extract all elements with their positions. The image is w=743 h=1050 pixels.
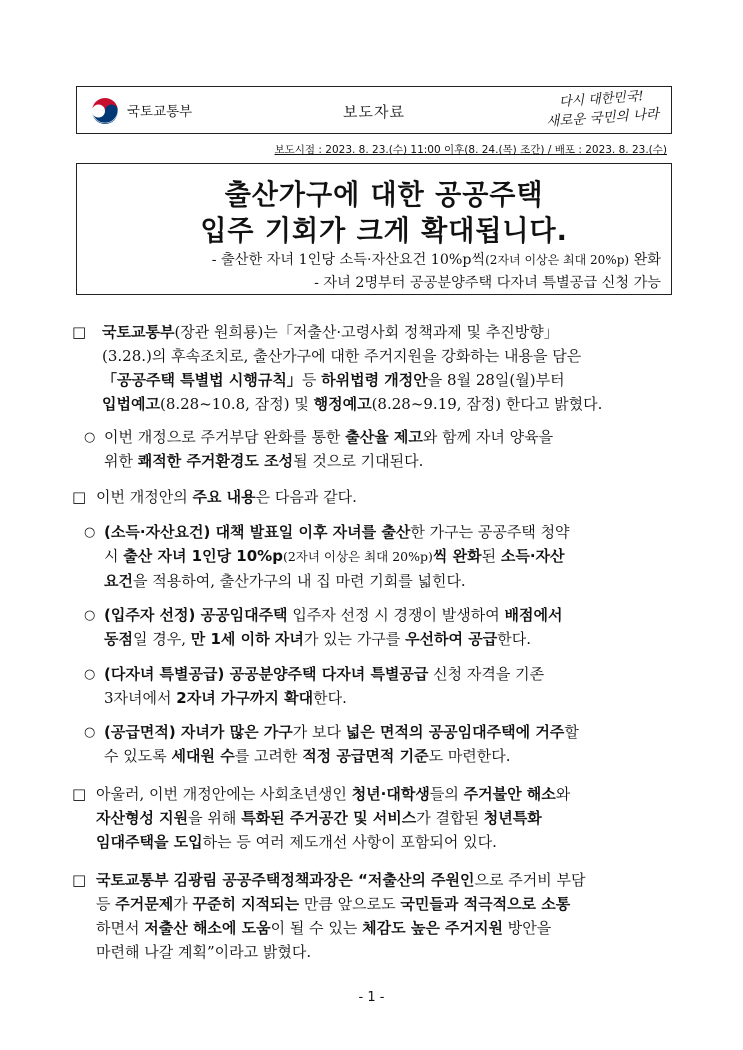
p1-line-3 bbox=[102, 368, 678, 392]
title-box bbox=[76, 163, 672, 295]
p6-l2-a: 3자녀에서 bbox=[104, 689, 177, 707]
item-multichild-special bbox=[84, 662, 678, 710]
p1-rule-name: 「공공주택 특별법 시행규칙」 bbox=[102, 371, 302, 389]
p1-l3-date: 을 8월 28일(월)부터 bbox=[427, 371, 565, 389]
p1-l4-period2: (8.28~9.19, 잠정) 한다고 밝혔다. bbox=[371, 395, 603, 413]
p5-tie: 동점 bbox=[104, 630, 133, 648]
p5-score: 배점에서 bbox=[504, 606, 563, 624]
p9-l3-e: 방안을 bbox=[503, 919, 552, 937]
p9-l2-e: 만큼 앞으로도 bbox=[299, 895, 401, 913]
p1-legislative-notice: 입법예고 bbox=[102, 395, 160, 413]
p4-l3-text: 을 적용하여, 출산가구의 내 집 마련 기회를 넓힌다. bbox=[132, 572, 466, 590]
circle-bullet: ○ bbox=[84, 608, 96, 623]
p1-line-4 bbox=[102, 392, 678, 416]
p9-pointed-out: 꾸준히 지적되는 bbox=[192, 895, 300, 913]
p3-end: 은 다음과 같다. bbox=[255, 488, 357, 506]
p2-line-2 bbox=[104, 449, 678, 473]
p4-heading: (소득·자산요건) 대책 발표일 이후 자녀를 출산 bbox=[104, 523, 411, 541]
p7-household: 세대원 수 bbox=[171, 747, 235, 765]
p7-l1-b: 가 보다 bbox=[292, 723, 346, 741]
p2-l2-end: 될 것으로 기대된다. bbox=[293, 452, 424, 470]
subtitle-1-note: (2자녀 이상은 최대 20%p) bbox=[485, 253, 630, 267]
paragraph-main-contents bbox=[72, 485, 678, 509]
p5-line-1 bbox=[104, 603, 678, 627]
p2-l1-end: 와 함께 자녀 양육을 bbox=[422, 428, 554, 446]
item-income-asset bbox=[84, 520, 678, 593]
p4-relaxed: 씩 완화 bbox=[432, 547, 482, 565]
p4-income-asset: 소득·자산 bbox=[500, 547, 565, 565]
p2-line-1 bbox=[104, 425, 678, 449]
p1-admin-notice: 행정예고 bbox=[313, 395, 372, 413]
p9-help: 저출산 해소에 도움 bbox=[144, 919, 271, 937]
subtitle-1-end: 완화 bbox=[629, 252, 661, 268]
headline-line-1: 출산가구에 대한 공공주택 bbox=[224, 178, 544, 211]
p9-housing-issue: 주거문제 bbox=[115, 895, 174, 913]
circle-bullet: ○ bbox=[84, 725, 96, 740]
subtitle-1 bbox=[212, 249, 661, 269]
item-tenant-selection bbox=[84, 603, 678, 651]
p4-line-2 bbox=[104, 544, 678, 569]
p9-l2-a: 등 bbox=[96, 895, 116, 913]
p4-l1-text: 한 가구는 공공주택 청약 bbox=[410, 523, 570, 541]
paragraph-expectation bbox=[84, 425, 678, 473]
circle-bullet: ○ bbox=[84, 525, 96, 540]
release-info: 보도시점 : 2023. 8. 23.(수) 11:00 이후(8. 24.(목) 조간) / 배포 : 2023. 8. 23.(수) bbox=[274, 144, 667, 156]
p8-rental: 임대주택을 도입 bbox=[96, 833, 203, 851]
p5-heading: (입주자 선정) 공공임대주택 bbox=[104, 606, 288, 624]
p7-heading: (공급면적) 자녀가 많은 가구 bbox=[104, 723, 293, 741]
p6-l1-text: 신청 자격을 기존 bbox=[428, 665, 545, 683]
p9-speaker: 국토교통부 김광림 공공주택정책과장은 “저출산의 주원인 bbox=[96, 871, 475, 889]
p7-line-1 bbox=[104, 720, 678, 744]
subtitle-1-text: - 출산한 자녀 1인당 소득·자산요건 10%p씩 bbox=[211, 252, 486, 268]
p7-line-2 bbox=[104, 744, 678, 768]
p4-l2-a: 시 bbox=[104, 547, 124, 565]
item-supply-area bbox=[84, 720, 678, 768]
p8-specialized: 특화된 주거공간 및 서비스 bbox=[241, 809, 417, 827]
p8-instability: 주거불안 해소 bbox=[463, 785, 556, 803]
p8-l1-a: 아울러, 이번 개정안에는 사회초년생인 bbox=[96, 785, 352, 803]
p7-l1-d: 할 bbox=[564, 723, 579, 741]
p8-youth: 청년·대학생 bbox=[351, 785, 430, 803]
p5-infant: 만 1세 이하 자녀 bbox=[190, 630, 304, 648]
p8-l1-c: 들의 bbox=[429, 785, 464, 803]
p5-l2-d: 가 있는 가구를 bbox=[303, 630, 406, 648]
p9-l3-a: 하면서 bbox=[96, 919, 145, 937]
p1-amendment: 하위법령 개정안 bbox=[321, 371, 428, 389]
p7-larger: 넓은 면적의 공공임대주택에 거주 bbox=[345, 723, 565, 741]
p9-support: 체감도 높은 주거지원 bbox=[362, 919, 504, 937]
p9-l1-b: 으로 주거비 부담 bbox=[474, 871, 586, 889]
square-bullet: □ bbox=[72, 871, 87, 889]
circle-bullet: ○ bbox=[84, 667, 96, 682]
p1-l1-text: (장관 원희룡)는「저출산·고령사회 정책과제 및 추진방향」 bbox=[174, 323, 559, 341]
p9-line-1 bbox=[96, 868, 678, 892]
p2-l2-text: 위한 bbox=[104, 452, 138, 470]
p8-line-3 bbox=[96, 830, 678, 854]
government-slogan bbox=[542, 87, 662, 131]
slogan-line-1: 다시 대한민국! bbox=[558, 89, 645, 110]
slogan-line-2: 새로운 국민의 나라 bbox=[545, 106, 660, 130]
circle-bullet: ○ bbox=[84, 430, 96, 445]
p7-l2-e: 도 마련한다. bbox=[428, 747, 511, 765]
p8-youth-special: 청년특화 bbox=[483, 809, 542, 827]
p4-per-child: 출산 자녀 1인당 10%p bbox=[123, 547, 283, 565]
press-header bbox=[76, 86, 672, 134]
p3-text: 이번 개정안의 bbox=[96, 488, 193, 506]
p6-line-2 bbox=[104, 686, 678, 710]
headline-line-2: 입주 기회가 크게 확대됩니다. bbox=[200, 214, 568, 247]
p3-main: 주요 내용 bbox=[192, 488, 256, 506]
p6-l2-c: 한다. bbox=[313, 689, 347, 707]
p5-l1-text: 입주자 선정 시 경쟁이 발생하여 bbox=[287, 606, 505, 624]
p8-l1-e: 와 bbox=[555, 785, 571, 803]
p1-l4-period1: (8.28~10.8, 잠정) 및 bbox=[159, 395, 314, 413]
square-bullet: □ bbox=[72, 785, 87, 803]
p1-ministry: 국토교통부 bbox=[102, 323, 175, 341]
p9-line-3 bbox=[96, 916, 678, 940]
p8-l2-d: 가 결합된 bbox=[416, 809, 484, 827]
p9-line-2 bbox=[96, 892, 678, 916]
subtitle-2: - 자녀 2명부터 공공분양주택 다자녀 특별공급 신청 가능 bbox=[314, 275, 661, 291]
p8-l3-b: 하는 등 여러 제도개선 사항이 포함되어 있다. bbox=[202, 833, 497, 851]
p1-line-1 bbox=[102, 320, 678, 344]
ministry-name: 국토교통부 bbox=[127, 104, 193, 120]
paragraph-quote bbox=[72, 868, 678, 964]
p2-birthrate: 출산율 제고 bbox=[345, 428, 423, 446]
p9-line-4: 마련해 나갈 계획”이라고 밝혔다. bbox=[96, 943, 312, 961]
p7-l2-a: 수 있도록 bbox=[104, 747, 172, 765]
p4-note: (2자녀 이상은 최대 20%p) bbox=[282, 549, 433, 564]
p8-line-2 bbox=[96, 806, 678, 830]
p9-l3-c: 이 될 수 있는 bbox=[270, 919, 363, 937]
p6-two-children: 2자녀 가구까지 확대 bbox=[176, 689, 314, 707]
paragraph-youth bbox=[72, 782, 678, 854]
p5-l2-f: 한다. bbox=[497, 630, 531, 648]
paragraph-announcement bbox=[72, 320, 678, 416]
p4-line-1 bbox=[104, 520, 678, 544]
p5-l2-b: 일 경우, bbox=[132, 630, 191, 648]
p4-l2-e: 된 bbox=[481, 547, 501, 565]
p5-priority: 우선하여 공급 bbox=[405, 630, 498, 648]
p9-l2-c: 가 bbox=[173, 895, 193, 913]
p8-assets: 자산형성 지원 bbox=[96, 809, 189, 827]
p5-line-2 bbox=[104, 627, 678, 651]
p7-standard: 적정 공급면적 기준 bbox=[302, 747, 429, 765]
p8-l2-b: 을 위해 bbox=[188, 809, 242, 827]
p8-line-1 bbox=[96, 782, 678, 806]
square-bullet: □ bbox=[72, 488, 87, 506]
p6-line-1 bbox=[104, 662, 678, 686]
p4-requirement: 요건 bbox=[104, 572, 133, 590]
p6-heading: (다자녀 특별공급) 공공분양주택 다자녀 특별공급 bbox=[104, 665, 429, 683]
p1-line-2: (3.28.)의 후속조치로, 출산가구에 대한 주거지원을 강화하는 내용을 담은 bbox=[102, 347, 582, 365]
p1-l3-text: 등 bbox=[301, 371, 322, 389]
p7-l2-c: 를 고려한 bbox=[234, 747, 303, 765]
press-release-label: 보도자료 bbox=[343, 103, 405, 121]
p9-communicate: 국민들과 적극적으로 소통 bbox=[400, 895, 571, 913]
p3-line bbox=[96, 485, 678, 509]
page-number: - 1 - bbox=[358, 990, 385, 1005]
p2-environment: 쾌적한 주거환경도 조성 bbox=[137, 452, 294, 470]
square-bullet: □ bbox=[72, 323, 87, 341]
p2-l1-text: 이번 개정으로 주거부담 완화를 통한 bbox=[104, 428, 346, 446]
p4-line-3 bbox=[104, 569, 678, 593]
